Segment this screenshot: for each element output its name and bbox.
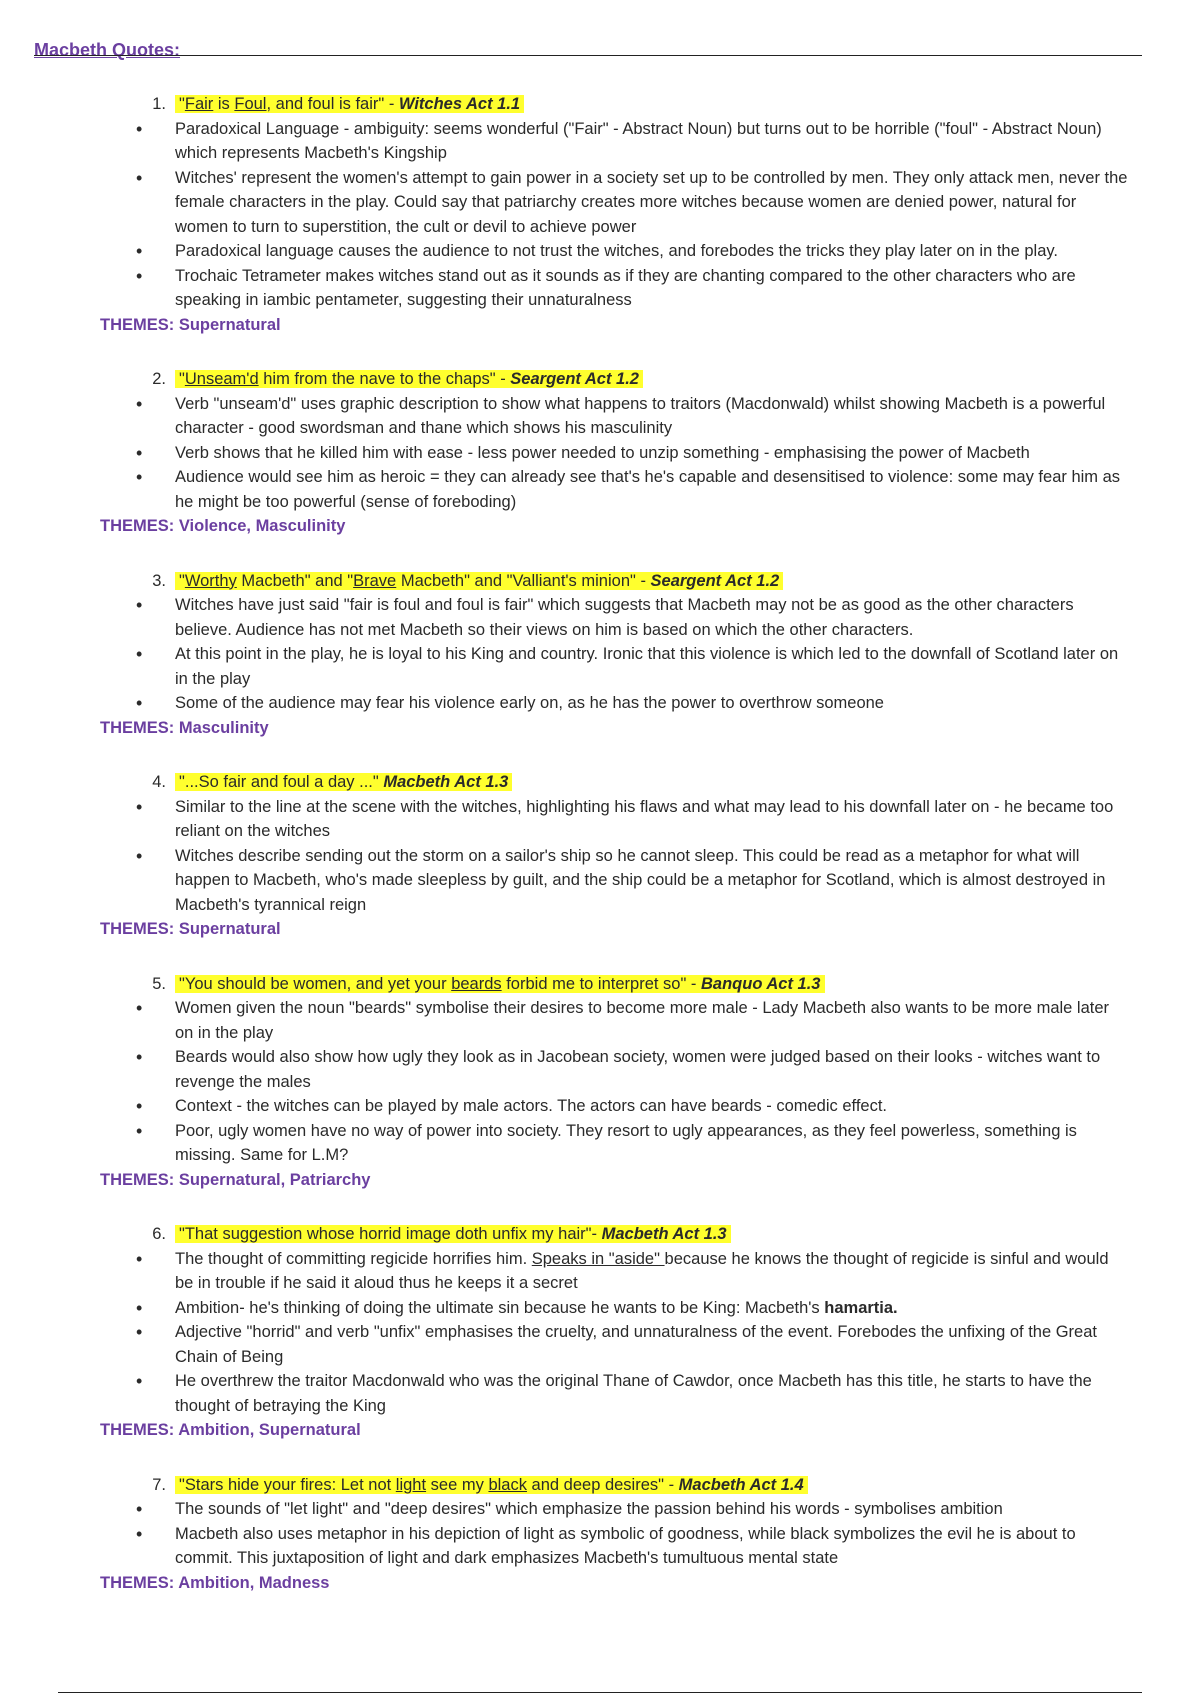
analysis-text: The thought of committing regicide horrifies him. [175, 1249, 532, 1268]
quote-highlight [175, 975, 825, 993]
bullet-icon: • [136, 796, 143, 817]
quote-highlight [175, 572, 783, 590]
analysis-text: Ambition- he's thinking of doing the ultimate sin because he wants to be King: Macbeth's [175, 1298, 825, 1317]
quote-highlight [175, 1476, 808, 1494]
analysis-point [100, 465, 1130, 514]
quote-text: Macbeth" and " [236, 571, 354, 590]
bullet-icon: • [136, 693, 143, 713]
quote-attribution: Banquo Act 1.3 [701, 974, 821, 993]
quote-number: 4. [152, 773, 166, 791]
quote-text: , and foul is fair" - [266, 95, 399, 113]
themes-label: THEMES: Ambition, Madness [100, 1573, 330, 1592]
quote-attribution: Macbeth Act 1.4 [678, 1475, 804, 1494]
bullet-icon: • [136, 644, 143, 664]
analysis-point [100, 1119, 1130, 1168]
analysis-points [100, 1497, 1130, 1571]
themes-label: THEMES: Supernatural [100, 315, 281, 334]
quote-text: see my [426, 1475, 489, 1494]
analysis-point [100, 844, 1130, 918]
quote-underlined-word: black [488, 1475, 527, 1494]
bullet-icon: • [136, 467, 143, 487]
analysis-points [100, 117, 1130, 313]
quote-section [100, 1473, 1130, 1596]
analysis-point [100, 691, 1130, 716]
themes-label: THEMES: Ambition, Supernatural [100, 1421, 361, 1439]
analysis-text: Witches describe sending out the storm on a sailor's ship so he cannot sleep. This could be read as a metaphor for what will happen to Macbeth, who's made sleepless by guilt, and the ship could be a metaphor for Scotland, which is almost destroyed in Macbeth's tyrannical reign [175, 846, 1106, 914]
themes-label: THEMES: Supernatural [100, 920, 281, 938]
themes-label: THEMES: Supernatural, Patriarchy [100, 1170, 371, 1189]
quote-text: forbid me to interpret so" - [501, 974, 701, 993]
analysis-text: because he knows the thought of regicide is sinful and would be in trouble if he said it aloud thus he keeps it a secret [175, 1249, 1109, 1292]
analysis-text: Verb "unseam'd" uses graphic description to show what happens to traitors (Macdonwald) whilst showing Macbeth is a powerful character - good swordsman and thane which shows his masculinity [175, 394, 1106, 437]
analysis-text: Audience would see him as heroic = they can already see that's he's capable and desensitised to violence: some may fear him as he might be too powerful (sense of foreboding) [175, 468, 1121, 511]
quote-underlined-word: Worthy [184, 571, 237, 590]
themes-label: THEMES: Violence, Masculinity [100, 517, 346, 535]
bullet-icon: • [136, 1120, 143, 1141]
bullet-icon: • [136, 167, 143, 188]
analysis-point [100, 1296, 1130, 1321]
quote-number: 2. [152, 370, 166, 388]
analysis-point [100, 239, 1130, 264]
quote-highlight [175, 773, 512, 791]
analysis-point [100, 1045, 1130, 1094]
analysis-point [100, 642, 1130, 691]
analysis-text: Paradoxical Language - ambiguity: seems wonderful ("Fair" - Abstract Noun) but turns out to be horrible ("foul" - Abstract Noun) which represents Macbeth's Kingship [175, 119, 1102, 162]
bullet-icon: • [136, 1248, 143, 1269]
quote-section [100, 770, 1130, 942]
analysis-point [100, 1320, 1130, 1369]
analysis-point [100, 996, 1130, 1045]
analysis-text: Witches have just said "fair is foul and foul is fair" which suggests that Macbeth may not be as good as the other characters believe. Audience has not met Macbeth so their views on him is based on which the other characters. [175, 596, 1074, 639]
quote-text: " [179, 95, 185, 113]
analysis-bold-text: hamartia. [824, 1298, 898, 1317]
analysis-point [100, 1497, 1130, 1522]
quote-text: is [213, 95, 235, 113]
bullet-icon: • [136, 118, 143, 139]
analysis-points [100, 795, 1130, 918]
quote-underlined-word: Foul [234, 95, 267, 113]
themes-label: THEMES: Masculinity [100, 718, 269, 737]
analysis-text: Poor, ugly women have no way of power into society. They resort to ugly appearances, as they feel powerless, something is missing. Same for L.M? [175, 1121, 1077, 1164]
page-title: Macbeth Quotes: [34, 40, 181, 60]
quote-section [100, 92, 1130, 337]
quote-text: and deep desires" - [526, 1475, 679, 1494]
quote-line [100, 92, 1130, 117]
analysis-point [100, 441, 1130, 466]
analysis-point [100, 795, 1130, 844]
bullet-icon: • [136, 1371, 143, 1391]
analysis-text: Macbeth also uses metaphor in his depiction of light as symbolic of goodness, while black symbolizes the evil he is about to commit. This juxtaposition of light and dark emphasizes Macbeth's tumultuous mental state [175, 1524, 1076, 1567]
quote-text: Macbeth" and "Valliant's minion" - [396, 571, 651, 590]
quote-highlight [175, 95, 524, 113]
analysis-points [100, 593, 1130, 716]
bottom-divider [58, 1692, 1142, 1693]
analysis-text: The sounds of "let light" and "deep desires" which emphasize the passion behind his words - symbolises ambition [175, 1500, 1003, 1518]
bullet-icon: • [136, 1096, 143, 1116]
quote-section [100, 367, 1130, 539]
analysis-point [100, 593, 1130, 642]
analysis-text: Similar to the line at the scene with the witches, highlighting his flaws and what may lead to his downfall later on - he became too reliant on the witches [175, 797, 1114, 840]
analysis-point [100, 1522, 1130, 1571]
quote-line [100, 569, 1130, 594]
quote-line [100, 770, 1130, 795]
bullet-icon: • [136, 241, 143, 261]
analysis-text: Context - the witches can be played by male actors. The actors can have beards - comedic effect. [175, 1097, 888, 1115]
quote-text: "You should be women, and yet your [179, 974, 452, 993]
bullet-icon: • [136, 265, 143, 286]
analysis-text: Some of the audience may fear his violence early on, as he has the power to overthrow someone [175, 694, 884, 712]
top-divider [34, 55, 1142, 56]
quote-text: " [179, 370, 185, 388]
quote-section [100, 972, 1130, 1193]
quote-underlined-word: Brave [353, 571, 397, 590]
analysis-text: Women given the noun "beards" symbolise their desires to become more male - Lady Macbeth also wants to be more male later on in the play [175, 999, 1110, 1042]
bullet-icon: • [136, 1297, 143, 1318]
quote-text: him from the nave to the chaps" - [258, 370, 511, 388]
quote-number: 3. [152, 571, 166, 590]
analysis-text: Verb shows that he killed him with ease - less power needed to unzip something - emphasising the power of Macbeth [175, 443, 1030, 462]
bullet-icon: • [136, 393, 143, 414]
quote-section [100, 569, 1130, 741]
quote-attribution: Seargent Act 1.2 [650, 571, 780, 590]
quote-number: 1. [152, 95, 166, 113]
quote-attribution: Macbeth Act 1.3 [601, 1225, 727, 1243]
analysis-points [100, 1247, 1130, 1419]
analysis-point [100, 117, 1130, 166]
bullet-icon: • [136, 442, 143, 463]
quote-attribution: Witches Act 1.1 [398, 95, 521, 113]
quote-section [100, 1222, 1130, 1443]
bullet-icon: • [136, 1499, 143, 1519]
bullet-icon: • [136, 1322, 143, 1342]
analysis-text: At this point in the play, he is loyal to his King and country. Ironic that this violence is which led to the downfall of Scotland later on in the play [175, 645, 1119, 688]
bullet-icon: • [136, 1047, 143, 1067]
bullet-icon: • [136, 1523, 143, 1544]
bullet-icon: • [136, 845, 143, 866]
analysis-point [100, 264, 1130, 313]
quote-number: 5. [152, 974, 166, 993]
bullet-icon: • [136, 595, 143, 615]
analysis-point [100, 166, 1130, 240]
quote-line [100, 972, 1130, 997]
analysis-text: He overthrew the traitor Macdonwald who was the original Thane of Cawdor, once Macbeth has this title, he starts to have the thought of betraying the King [175, 1372, 1092, 1415]
quote-text: "That suggestion whose horrid image doth unfix my hair"- [179, 1225, 602, 1243]
analysis-underlined-text: Speaks in "aside" [531, 1249, 665, 1268]
quote-attribution: Seargent Act 1.2 [510, 370, 639, 388]
analysis-point [100, 1369, 1130, 1418]
quote-highlight [175, 370, 643, 388]
analysis-text: Adjective "horrid" and verb "unfix" emphasises the cruelty, and unnaturalness of the event. Forebodes the unfixing of the Great Chain of Being [175, 1323, 1097, 1366]
quote-list [100, 92, 1130, 1625]
quote-underlined-word: light [395, 1475, 427, 1494]
quote-text: "Stars hide your fires: Let not [179, 1475, 396, 1494]
analysis-point [100, 392, 1130, 441]
quote-line [100, 1222, 1130, 1247]
analysis-points [100, 996, 1130, 1168]
quote-highlight [175, 1225, 731, 1243]
analysis-points [100, 392, 1130, 515]
analysis-text: Paradoxical language causes the audience to not trust the witches, and forebodes the tricks they play later on in the play. [175, 242, 1058, 260]
analysis-point [100, 1094, 1130, 1119]
quote-underlined-word: Unseam'd [184, 370, 259, 388]
quote-line [100, 367, 1130, 392]
analysis-text: Witches' represent the women's attempt to gain power in a society set up to be controlled by men. They only attack men, never the female characters in the play. Could say that patriarchy creates more witches because women are denied power, natural for women to turn to superstition, the cult or devil to achieve power [175, 168, 1128, 236]
analysis-text: Beards would also show how ugly they look as in Jacobean society, women were judged based on their looks - witches want to revenge the males [175, 1048, 1101, 1091]
analysis-text: Trochaic Tetrameter makes witches stand out as it sounds as if they are chanting compared to the other characters who are speaking in iambic pentameter, suggesting their unnaturalness [175, 266, 1076, 309]
quote-attribution: Macbeth Act 1.3 [383, 773, 509, 791]
quote-text: "...So fair and foul a day ..." [179, 773, 384, 791]
bullet-icon: • [136, 998, 143, 1018]
quote-underlined-word: Fair [184, 95, 214, 113]
quote-number: 7. [152, 1475, 166, 1494]
quote-number: 6. [152, 1225, 166, 1243]
quote-line [100, 1473, 1130, 1498]
quote-text: " [179, 571, 185, 590]
quote-underlined-word: beards [451, 974, 502, 993]
analysis-point [100, 1247, 1130, 1296]
